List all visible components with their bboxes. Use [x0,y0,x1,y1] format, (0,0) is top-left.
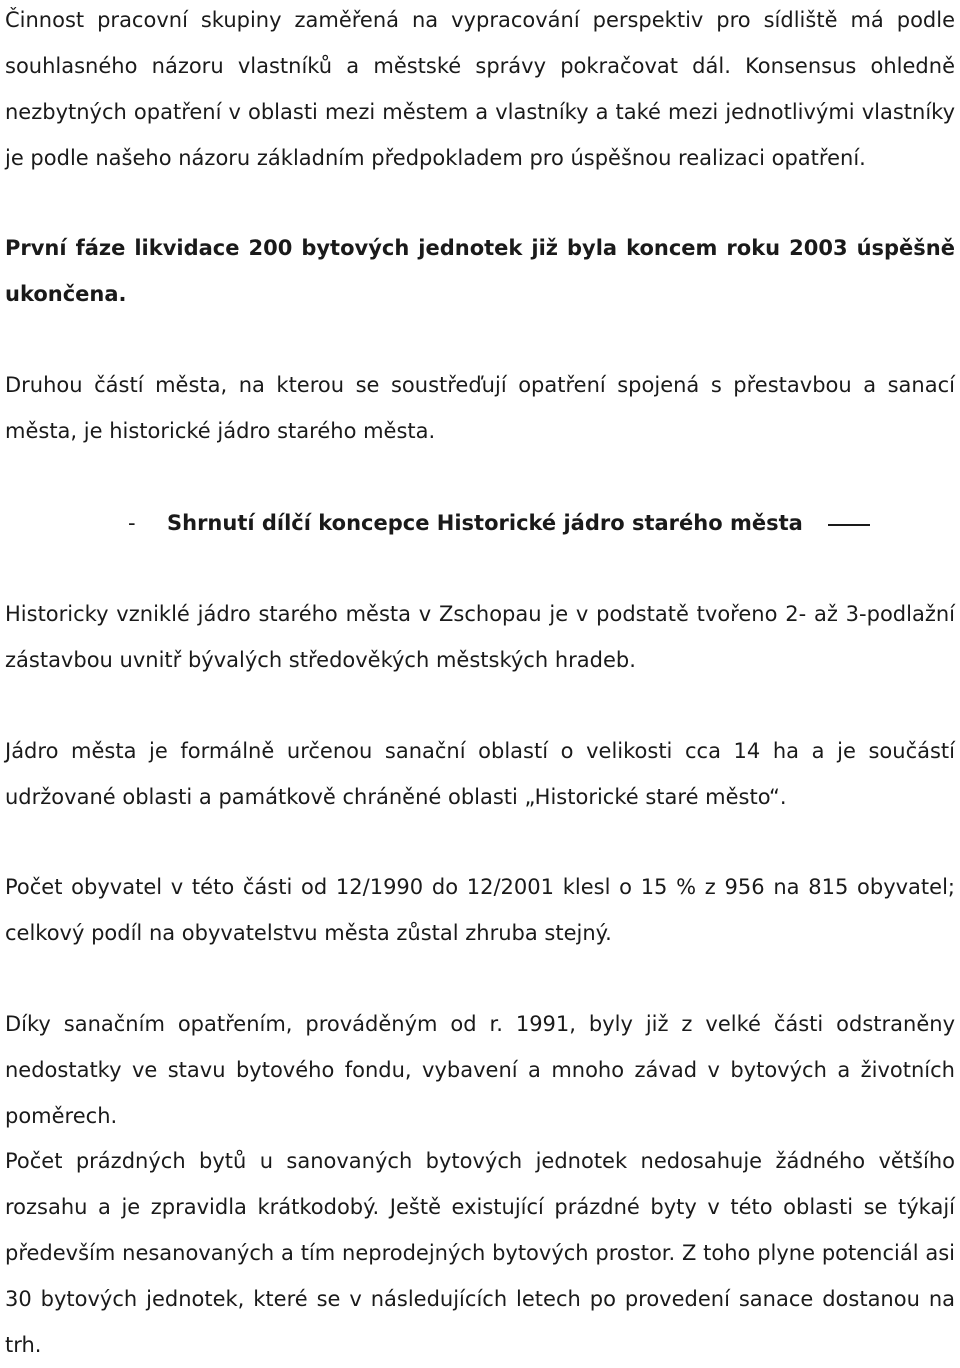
paragraph-second-part: Druhou částí města, na kterou se soustřeďují opatření spojená s přestavbou a sanací města, je historické jádro starého města. [5,373,955,443]
paragraph-working-group: Činnost pracovní skupiny zaměřená na vypracování perspektiv pro sídliště má podle souhlasného názoru vlastníků a městské správy pokračovat dál. Konsensus ohledně nezbytných opatření v oblasti mezi městem a vlastníky a také mezi jednotlivými vlastníky je podle našeho názoru základním předpokladem pro úspěšnou realizaci opatření. [5,8,955,170]
paragraph-vacant-flats: Počet prázdných bytů u sanovaných bytových jednotek nedosahuje žádného většího rozsahu a je zpravidla krátkodobý. Ještě existující prázdné byty v této oblasti se týkají především nesanovaných a tím neprodejných bytových prostor. Z toho plyne potenciál asi 30 bytových jednotek, které se v následujících letech po provedení sanace dostanou na trh. [5,1149,955,1357]
paragraph-population: Počet obyvatel v této části od 12/1990 do 12/2001 klesl o 15 % z 956 na 815 obyvatel; celkový podíl na obyvatelstvu města zůstal zhruba stejný. [5,875,955,945]
paragraph-historic-core: Historicky vzniklé jádro starého města v Zschopau je v podstatě tvořeno 2- až 3-podlažní zástavbou uvnitř bývalých středověkých městských hradeb. [5,602,955,672]
section-heading [0,500,960,546]
paragraph-sanation-area: Jádro města je formálně určenou sanační oblastí o velikosti cca 14 ha a je součástí udržované oblasti a památkově chráněné oblasti „Historické staré město“. [5,739,955,809]
heading-trailing-dash [828,524,870,526]
paragraph-sanation-measures: Díky sanačním opatřením, prováděným od r. 1991, byly již z velké části odstraněny nedostatky ve stavu bytového fondu, vybavení a mnoho závad v bytových a životních poměrech. [5,1012,955,1128]
paragraph-first-phase-bold: První fáze likvidace 200 bytových jednotek již byla koncem roku 2003 úspěšně ukončena. [5,236,955,306]
heading-title: Shrnutí dílčí koncepce Historické jádro starého města [167,511,803,535]
heading-bullet-dash: - [128,511,136,535]
